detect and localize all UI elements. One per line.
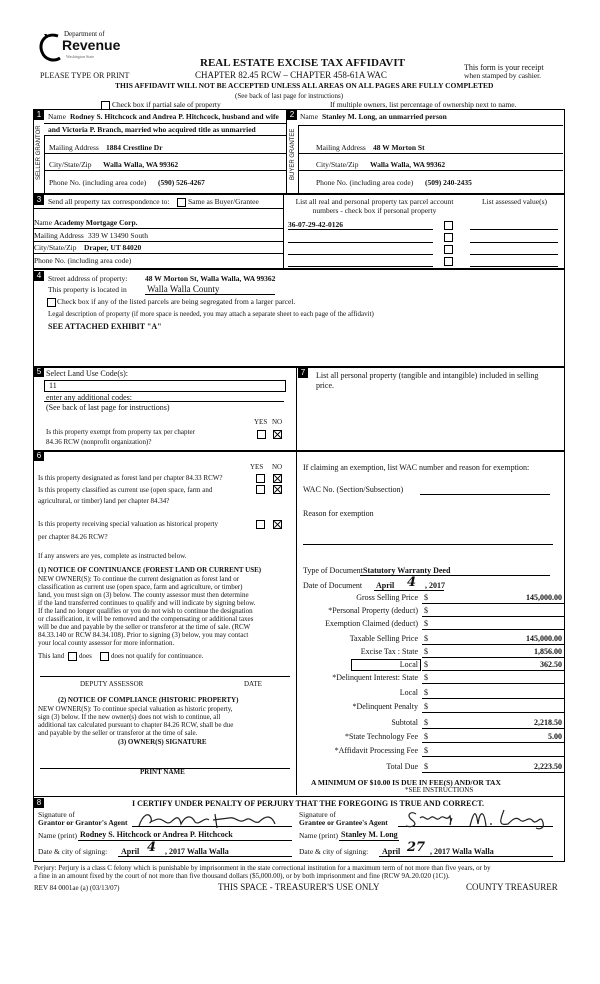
buyer-city: Walla Walla, WA 99362 [370,160,446,169]
assessed-rule-2 [470,242,558,243]
calc-row-rule [422,644,564,645]
exempt-question-1: Is this property exempt from property tax per chapter [46,428,195,436]
exemption-label: If claiming an exemption, list WAC number and reason for exemption: [303,463,530,472]
notice-1-line: your local county assessor for more information. [38,639,175,647]
certify-statement: I CERTIFY UNDER PENALTY OF PERJURY THAT THE FOREGOING IS TRUE AND CORRECT. [132,799,485,808]
wac-label: WAC No. (Section/Subsection) [303,485,404,494]
calc-row [300,606,565,618]
historic-yes-checkbox[interactable] [256,520,265,529]
seller-mailing-rule [44,153,286,154]
does-not-qualify-checkbox[interactable] [100,652,109,661]
correspondence-label: Send all property tax correspondence to: [48,197,170,206]
parcel-header-1: List all real and personal property tax parcel account [295,197,454,206]
buyer-side-divider [298,125,299,193]
street-label: Street address of property: [48,274,128,283]
grantee-signature-icon [400,806,550,830]
legal-description: SEE ATTACHED EXHIBIT "A" [48,322,162,331]
county: Walla Walla County [147,284,220,294]
exempt-yes-checkbox[interactable] [257,430,266,439]
calc-row-rule [422,670,564,671]
seller-city-rule [44,170,286,171]
corr-name-rule [33,228,283,229]
calc-row-label: Excise Tax : State [360,647,418,656]
calc-row-label: *Personal Property (deduct) [328,606,418,615]
grantor-name-label: Name (print) [38,831,77,840]
correspondence-header-rule [33,208,283,209]
calc-row [300,619,565,631]
calc-row-label: Total Due [386,762,418,771]
additional-codes-rule [44,401,284,402]
legal-label: Legal description of property (if more space is needed, you may attach a separate sheet to each page of the affidavit) [48,310,374,318]
not-accepted-note: THIS AFFIDAVIT WILL NOT BE ACCEPTED UNLESS ALL AREAS ON ALL PAGES ARE FULLY COMPLETED [115,81,494,90]
notice-2-line: and payable by the seller or transferor at the time of sale. [38,729,198,737]
seller-city: Walla Walla, WA 99362 [103,160,179,169]
buyer-city-label: City/State/Zip [316,160,359,169]
buyer-name-label: Name [300,112,318,121]
calc-row-label: *Affidavit Processing Fee [334,746,418,755]
seller-side-label: SELLER GRANTOR [36,125,42,180]
calc-row [300,746,565,758]
notice-1-line: land, you must sign on (3) below. The county assessor must then determine [38,591,249,599]
calc-row-label: Local [399,660,418,669]
calc-row [300,634,565,646]
assessed-rule-1 [470,229,558,230]
correspondence-divider [283,193,284,268]
segregated-checkbox[interactable] [47,298,56,307]
perjury-note-1: Perjury: Perjury is a class C felony which is punishable by imprisonment in the state correctional institution for a maximum term of not more than five years, or by [34,864,491,872]
seller-phone-label: Phone No. (including area code) [49,178,147,187]
calc-row-rule [422,756,564,757]
notice-1-line: NEW OWNER(S): To continue the current designation as forest land or [38,575,240,583]
section-5-marker: 5 [34,367,44,377]
calc-dollar: $ [424,634,428,643]
grantor-signature-icon [135,810,285,830]
calc-row [300,762,565,774]
assessed-rule-3 [470,254,558,255]
land-use-label: Select Land Use Code(s): [46,369,128,378]
doc-date-day: 4 [407,575,417,590]
doc-type-label: Type of Document [303,566,363,575]
calc-row [300,647,565,659]
calc-row-label: *State Technology Fee [344,732,418,741]
grantor-date-month: April [121,847,140,856]
personal-property-label-1: List all personal property (tangible and intangible) included in selling [316,371,539,380]
section-8-marker: 8 [34,798,44,808]
grantor-sig-label-2: Grantor or Grantor's Agent [38,818,128,827]
corr-city-label: City/State/Zip [34,243,77,252]
calc-row-rule [422,698,564,699]
notice-1-line: 84.33.140 or RCW 84.34.108). Prior to signing (3) below, you may contact [38,631,249,639]
revenue-logo [36,26,136,70]
personal-property-checkbox-3[interactable] [444,245,453,254]
section-1-marker: 1 [34,110,44,120]
corr-mailing: 339 W 13490 South [88,231,148,240]
seller-name-line-1: Rodney S. Hitchcock and Andrea P. Hitchcock, husband and wife [70,112,279,121]
notice-1-line: if the land transferred continues to qualify and will indicate by signing below. [38,599,256,607]
exempt-no-checkbox[interactable] [273,430,282,439]
does-label: does [79,652,92,660]
buyer-mailing-label: Mailing Address [316,143,366,152]
forest-yes-checkbox[interactable] [256,474,265,483]
calc-dollar: $ [424,606,428,615]
assessed-rule-4 [470,266,558,267]
same-as-buyer-checkbox[interactable] [177,198,186,207]
deputy-date-label: DATE [244,680,262,688]
parties-divider [286,109,287,193]
corr-mailing-rule [33,241,283,242]
calc-row-value: 1,856.00 [534,647,562,656]
wac-rule [420,494,550,495]
segregated-label: Check box if any of the listed parcels are being segregated from a larger parcel. [57,297,296,306]
grantee-date-day: 27 [407,840,426,855]
dept-line-1: Department of [64,30,105,38]
see-instructions-note: *SEE INSTRUCTIONS [405,786,474,794]
parcel-header-2: numbers - check box if personal property [312,206,437,215]
grantee-date-month: April [382,847,401,856]
s6-no-label: NO [272,463,283,471]
calc-row-value: 2,223.50 [534,762,562,771]
receipt-note-2: when stamped by cashier. [464,71,542,80]
please-type-note: PLEASE TYPE OR PRINT [40,71,130,80]
seller-mailing: 1884 Crestline Dr [106,143,163,152]
grantor-sig-label-1: Signature of [38,810,75,819]
land-use-code: 11 [49,381,57,390]
form-chapter: CHAPTER 82.45 RCW – CHAPTER 458-61A WAC [195,70,387,80]
receipt-note-1: This form is your receipt [464,63,544,72]
doc-date-label: Date of Document [303,581,363,590]
calc-row-label: Gross Selling Price [356,593,418,602]
exempt-yes-label: YES [254,418,268,426]
calc-row-value: 2,218.50 [534,718,562,727]
personal-property-checkbox-4[interactable] [444,257,453,266]
calc-row-rule [422,657,564,658]
calc-dollar: $ [424,619,428,628]
parcel-rule-4 [288,266,433,267]
exempt-question-2: 84.36 RCW (nonprofit organization)? [46,438,152,446]
s6-question-2a: Is this property classified as current use (open space, farm and [38,486,213,494]
located-label: This property is located in [48,285,127,294]
seller-side-divider [44,135,45,193]
calc-row [300,688,565,700]
calc-row-value: 145,000.00 [526,634,562,643]
parcel-rule-2 [288,242,433,243]
reason-label: Reason for exemption [303,509,374,518]
seller-phone: (590) 526-4267 [158,178,205,187]
dept-line-2: Revenue [62,37,121,53]
county-rule [145,294,275,295]
notice-1-line: will be due and payable by the seller or transferor at the time of sale. (RCW [38,623,251,631]
section-4-marker: 4 [34,271,44,281]
corr-phone-label: Phone No. (including area code) [34,256,132,265]
calc-dollar: $ [424,762,428,771]
doc-date-month: April [376,581,395,590]
deputy-assessor-rule [40,676,290,677]
grantee-sig-label-1: Signature of [299,810,336,819]
county-treasurer: COUNTY TREASURER [466,882,558,892]
calc-dollar: $ [424,746,428,755]
grantor-date-label: Date & city of signing: [38,847,108,856]
calc-dollar: $ [424,702,428,711]
calc-row-value: 362.50 [540,660,562,669]
calc-row [300,593,565,605]
street-address: 48 W Morton St, Walla Walla, WA 99362 [145,274,276,283]
calc-row [300,702,565,714]
s6-question-1: Is this property designated as forest land per chapter 84.33 RCW? [38,474,223,482]
corr-city-rule [33,253,283,254]
calc-row-label: Subtotal [391,718,418,727]
calc-row-label: Exemption Claimed (deduct) [325,619,418,628]
does-not-label: does not qualify for continuance. [111,652,204,660]
buyer-mailing: 48 W Morton St [373,143,425,152]
form-number: REV 84 0001ae (a) (03/13/07) [34,884,120,892]
deputy-assessor-label: DEPUTY ASSESSOR [80,680,144,688]
personal-property-checkbox-1[interactable] [444,221,453,230]
notice-2-title: (2) NOTICE OF COMPLIANCE (HISTORIC PROPERTY) [58,696,239,704]
section-2-marker: 2 [287,110,297,120]
calc-row-rule [422,772,564,773]
grantee-name-rule [339,840,399,841]
section-6-divider [296,450,297,795]
s6-question-3a: Is this property receiving special valuation as historical property [38,520,219,528]
notice-1-line: or classification, it will be removed and the compensating or additional taxes [38,615,254,623]
calc-row-rule [422,629,564,630]
calc-dollar: $ [424,688,428,697]
personal-property-label-2: price. [316,381,334,390]
grantee-date-rule [379,856,553,857]
grantor-date-rest: , 2017 Walla Walla [165,847,229,856]
dept-line-3: Washington State [66,54,95,59]
parcel-rule-3 [288,254,433,255]
seller-city-label: City/State/Zip [49,160,92,169]
calc-dollar: $ [424,647,428,656]
section-7-marker: 7 [298,368,308,378]
notice-1-line: classification as current use (open space, farm and agriculture, or timber) [38,583,243,591]
calc-dollar: $ [424,660,428,669]
s6-yes-label: YES [250,463,264,471]
doc-date-year: , 2017 [425,581,445,590]
calc-row-label: *Delinquent Penalty [352,702,418,711]
seller-name-label: Name [48,112,66,121]
buyer-mailing-rule [298,153,563,154]
historic-no-checkbox[interactable] [273,520,282,529]
land-use-divider [296,366,297,450]
exempt-no-label: NO [272,418,283,426]
grantor-signature [135,810,285,830]
notice-1-title: (1) NOTICE OF CONTINUANCE (FOREST LAND OR CURRENT USE) [38,566,262,574]
seller-name-rule-1 [44,123,286,124]
s6-if-yes: If any answers are yes, complete as instructed below. [38,552,187,560]
owner-signature-label: (3) OWNER(S) SIGNATURE [118,738,207,746]
calc-row-label: Local [399,688,418,697]
buyer-city-rule [298,170,563,171]
grantee-signature [400,806,550,830]
minimum-note: A MINIMUM OF $10.00 IS DUE IN FEE(S) AND/OR TAX [311,778,501,787]
buyer-phone-label: Phone No. (including area code) [316,178,414,187]
print-name-label: PRINT NAME [140,768,185,776]
form-title: REAL ESTATE EXCISE TAX AFFIDAVIT [200,57,405,69]
grantor-date-day: 4 [147,840,157,855]
calc-row-rule [422,683,564,684]
calc-row [300,660,565,672]
calc-row-label: Taxable Selling Price [349,634,418,643]
calc-dollar: $ [424,673,428,682]
grantee-date-label: Date & city of signing: [299,847,369,856]
doc-type: Statutory Warranty Deed [363,566,451,575]
seller-mailing-label: Mailing Address [49,143,99,152]
additional-codes-label: enter any additional codes: [46,393,132,402]
notice-2-line: sign (3) below. If the new owner(s) does not wish to continue, all [38,713,221,721]
calc-row-label: *Delinquent Interest: State [332,673,418,682]
same-as-buyer-label: Same as Buyer/Grantee [188,197,259,206]
perjury-note-2: a fine in an amount fixed by the court of not more than five thousand dollars ($5,000.00), or by both imprisonment and fine (RCW 9A.20.020 (1C)). [34,872,450,880]
current-use-yes-checkbox[interactable] [256,485,265,494]
buyer-name: Stanley M. Long, an unmarried person [322,112,447,121]
corr-city: Draper, UT 84020 [84,243,142,252]
notice-1-line: If the land no longer qualifies or you do not wish to continue the designation [38,607,253,615]
grantee-sig-label-2: Grantee or Grantee's Agent [299,818,388,827]
this-land-label: This land [38,652,65,660]
calc-row [300,732,565,744]
calc-dollar: $ [424,732,428,741]
property-box [33,268,565,368]
buyer-phone: (509) 240-2435 [425,178,472,187]
parcel-number: 36-07-29-42-0126 [288,220,343,229]
calc-row-rule [422,616,564,617]
doc-date-rule [374,590,444,591]
forest-no-checkbox[interactable] [273,474,282,483]
notice-2-line: additional tax calculated pursuant to chapter 84.26 RCW, shall be due [38,721,234,729]
grantee-name-label: Name (print) [299,831,338,840]
corr-name: Academy Mortgage Corp. [54,218,138,227]
section-3-marker: 3 [34,195,44,205]
personal-property-checkbox-2[interactable] [444,233,453,242]
multiple-owners-note: If multiple owners, list percentage of ownership next to name. [330,100,517,109]
assessed-header: List assessed value(s) [482,197,547,206]
section-6-marker: 6 [34,451,44,461]
grantor-date-rule [118,856,292,857]
calc-row-value: 145,000.00 [526,593,562,602]
s6-question-2b: agricultural, or timber) land per chapter 84.34? [38,497,170,505]
calc-row [300,718,565,730]
calc-row-rule [422,603,564,604]
calc-row [300,673,565,685]
land-use-code-field[interactable] [44,380,286,392]
calc-row-value: 5.00 [548,732,562,741]
treasurer-space: THIS SPACE - TREASURER'S USE ONLY [218,882,380,892]
see-back-note: (See back of last page for instructions) [235,92,344,100]
parcel-rule-1 [288,229,433,230]
land-use-see-back: (See back of last page for instructions) [46,403,170,412]
grantor-name-rule [78,840,292,841]
seller-name-rule-2 [44,135,286,136]
corr-mailing-label: Mailing Address [34,231,84,240]
doc-type-rule [360,575,550,576]
reason-rule [303,544,553,545]
calc-row-rule [422,712,564,713]
calc-row-rule [422,742,564,743]
notice-2-line: NEW OWNER(S): To continue special valuation as historic property, [38,705,233,713]
buyer-name-rule [298,125,563,126]
partial-sale-label: Check box if partial sale of property [112,100,221,109]
seller-name-line-2: and Victoria P. Branch, married who acquired title as unmarried [48,125,256,134]
calc-dollar: $ [424,593,428,602]
buyer-side-label: BUYER GRANTEE [290,128,296,180]
calc-dollar: $ [424,718,428,727]
s6-question-3b: per chapter 84.26 RCW? [38,533,108,541]
grantor-name: Rodney S. Hitchcock or Andrea P. Hitchcock [80,830,233,839]
grantee-date-rest: , 2017 Walla Walla [430,847,494,856]
grantee-name: Stanley M. Long [341,830,398,839]
calc-row-rule [422,728,564,729]
current-use-no-checkbox[interactable] [273,485,282,494]
corr-name-label: Name [34,218,52,227]
does-qualify-checkbox[interactable] [68,652,77,661]
